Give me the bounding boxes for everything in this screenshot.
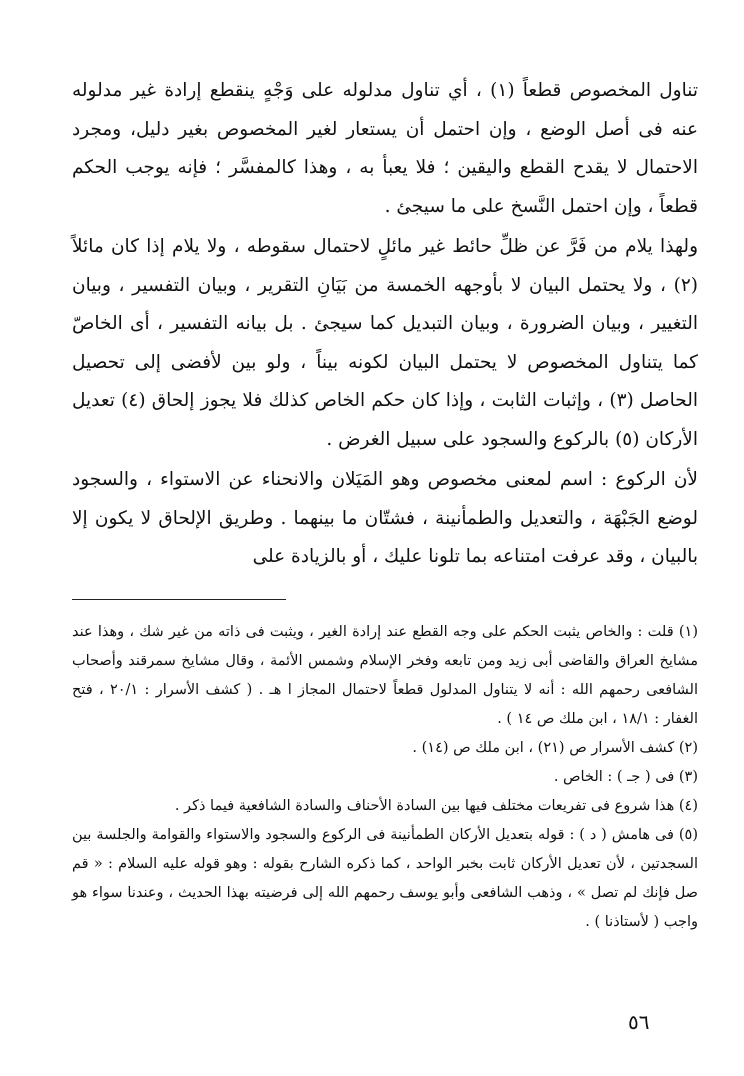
footnote-4: (٤) هذا شروع فى تفريعات مختلف فيها بين السادة الأحناف والسادة الشافعية فيما ذكر . xyxy=(174,797,698,814)
book-page xyxy=(72,72,698,937)
footnotes xyxy=(72,618,698,937)
footnote-separator xyxy=(72,599,286,600)
page-number: ٥٦ xyxy=(628,1010,650,1034)
main-paragraph-2: ولهذا يلام من فَرَّ عن ظلِّ حائط غير مائلٍ لاحتمال سقوطه ، ولا يلام إذا كان مائلاً (٢) ، ولا يحتمل البيان لا بأوجهه الخمسة من بَيَانِ التقرير ، وبيان التفسير ، وبيان التغيير ، وبيان الضرورة ، وبيان التبديل كما سيجئ . بل بيانه التفسير ، أى الخاصّ كما يتناول المخصوص لا يحتمل البيان لكونه بيناً ، ولو بين لأفضى إلى تحصيل الحاصل (٣) ، وإثبات الثابت ، وإذا كان حكم الخاص كذلك فلا يجوز إلحاق (٤) تعديل الأركان (٥) بالركوع والسجود على سبيل الغرض . xyxy=(72,236,698,450)
footnote-3: (٣) فى ( جـ ) : الخاص . xyxy=(553,768,698,785)
footnote-2: (٢) كشف الأسرار ص (٢١) ، ابن ملك ص (١٤) . xyxy=(412,739,698,756)
footnote-5: (٥) فى هامش ( د ) : قوله بتعديل الأركان الطمأنينة فى الركوع والسجود والاستواء والقوامة والجلسة بين السجدتين ، لأن تعديل الأركان ثابت بخبر الواحد ، كما ذكره الشارح بقوله : وهو قوله عليه السلام : « قم صل فإنك لم تصل » ، وذهب الشافعى وأبو يوسف رحمهم الله إلى فرضيته بهذا الحديث ، وعندنا سواء هو واجب ( لأستاذنا ) . xyxy=(72,826,698,930)
main-text xyxy=(72,72,698,577)
footnote-1: (١) قلت : والخاص يثبت الحكم على وجه القطع عند إرادة الغير ، ويثبت فى ذاته من غير شك ، وهذا عند مشايخ العراق والقاضى أبى زيد ومن تابعه وفخر الإسلام وشمس الأئمة ، وقال مشايخ سمرقند وأصحاب الشافعى رحمهم الله : أنه لا يتناول المدلول قطعاً لاحتمال المجاز ا هـ . ( كشف الأسرار : ٢٠/١ ، فتح الغفار : ١٨/١ ، ابن ملك ص ١٤ ) . xyxy=(72,623,698,727)
main-paragraph-3: لأن الركوع : اسم لمعنى مخصوص وهو المَيَلان والانحناء عن الاستواء ، والسجود لوضع الجَبْهَة ، والتعديل والطمأنينة ، فشتّان ما بينهما . وطريق الإلحاق لا يكون إلا بالبيان ، وقد عرفت امتناعه بما تلونا عليك ، أو بالزيادة على xyxy=(72,469,698,567)
main-paragraph-1: تناول المخصوص قطعاً (١) ، أي تناول مدلوله على وَجْهٍ ينقطع إرادة غير مدلوله عنه فى أصل الوضع ، وإن احتمل أن يستعار لغير المخصوص بغير دليل، ومجرد الاحتمال لا يقدح القطع واليقين ؛ فلا يعبأ به ، وهذا كالمفسَّر ؛ فإنه يوجب الحكم قطعاً ، وإن احتمل النَّسخ على ما سيجئ . xyxy=(72,80,698,217)
